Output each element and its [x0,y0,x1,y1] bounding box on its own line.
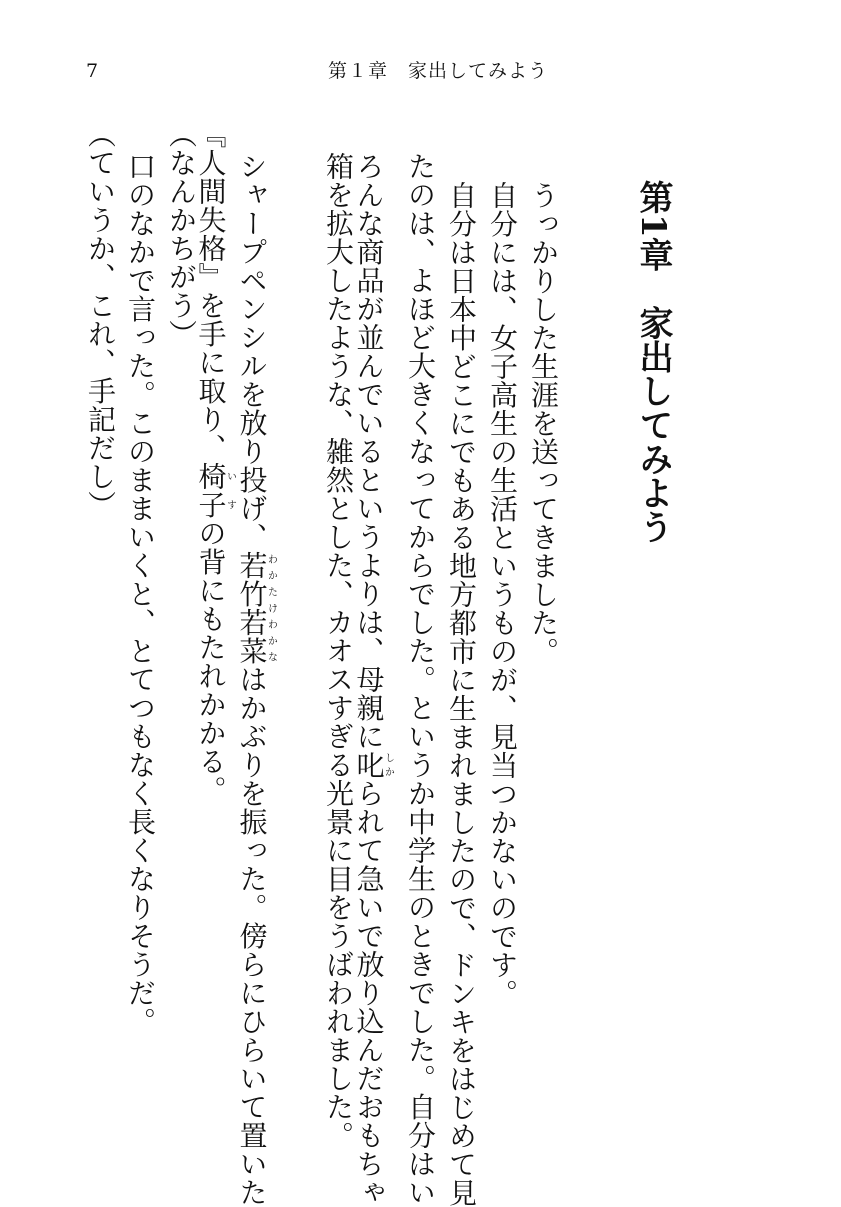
ruby-word [235,551,277,665]
body-line-4 [404,152,437,1207]
body-line-12 [84,120,117,519]
body-line-9 [194,120,236,804]
body-line-1 [527,181,560,666]
ruby-base: 椅子 [194,462,228,519]
ruby-reading: しか [382,750,394,779]
body-line-text: たのは、よほど大きくなってからでした。というか中学生のときでした。自分はい [404,152,437,1207]
body-line-2 [486,181,519,1008]
ruby-reading: わかたけわかな [265,551,277,665]
ruby-word [352,750,394,780]
body-line-6 [322,152,355,1150]
body-line-8 [235,152,277,1207]
ruby-base: 若竹若菜 [235,551,269,665]
body-line-text: 口のなかで言った。このままいくと、とてつもなく長くなりそうだ。 [124,152,157,1036]
body-line-5 [352,152,394,1207]
ruby-base: 叱 [352,750,386,779]
body-line-11 [124,152,157,1036]
page-number: 7 [86,60,99,82]
body-line-text: （ていうか、これ、手記だし） [84,120,117,519]
ruby-reading: いす [224,462,236,519]
body-line-text: ろんな商品が並んでいるというよりは、母親に [352,152,386,751]
body-line-text-after: の背にもたれかかる。 [194,519,228,804]
body-line-text: うっかりした生涯を送ってきました。 [527,181,560,666]
body-line-text-after: はかぶりを振った。傍らにひらいて置いた [235,665,269,1207]
body-line-text: 自分は日本中どこにでもある地方都市に生まれましたので、ドンキをはじめて見 [445,181,478,1207]
running-header: 第１章 家出してみよう [328,60,549,82]
chapter-title: 第1章 家出してみよう [633,180,673,544]
body-line-3 [445,181,478,1207]
body-line-10 [165,120,198,348]
body-line-text: 箱を拡大したような、雑然とした、カオスすぎる光景に目をうばわれました。 [322,152,355,1150]
body-line-text: 自分には、女子高生の生活というものが、見当つかないのです。 [486,181,519,1008]
body-line-text: シャープペンシルを放り投げ、 [235,152,269,551]
body-line-text-after: られて急いで放り込んだおもちゃ [352,779,386,1207]
ruby-word [194,462,236,519]
body-line-text: 『人間失格』を手に取り、 [194,120,228,462]
body-line-text: （なんかちがう） [165,120,198,348]
